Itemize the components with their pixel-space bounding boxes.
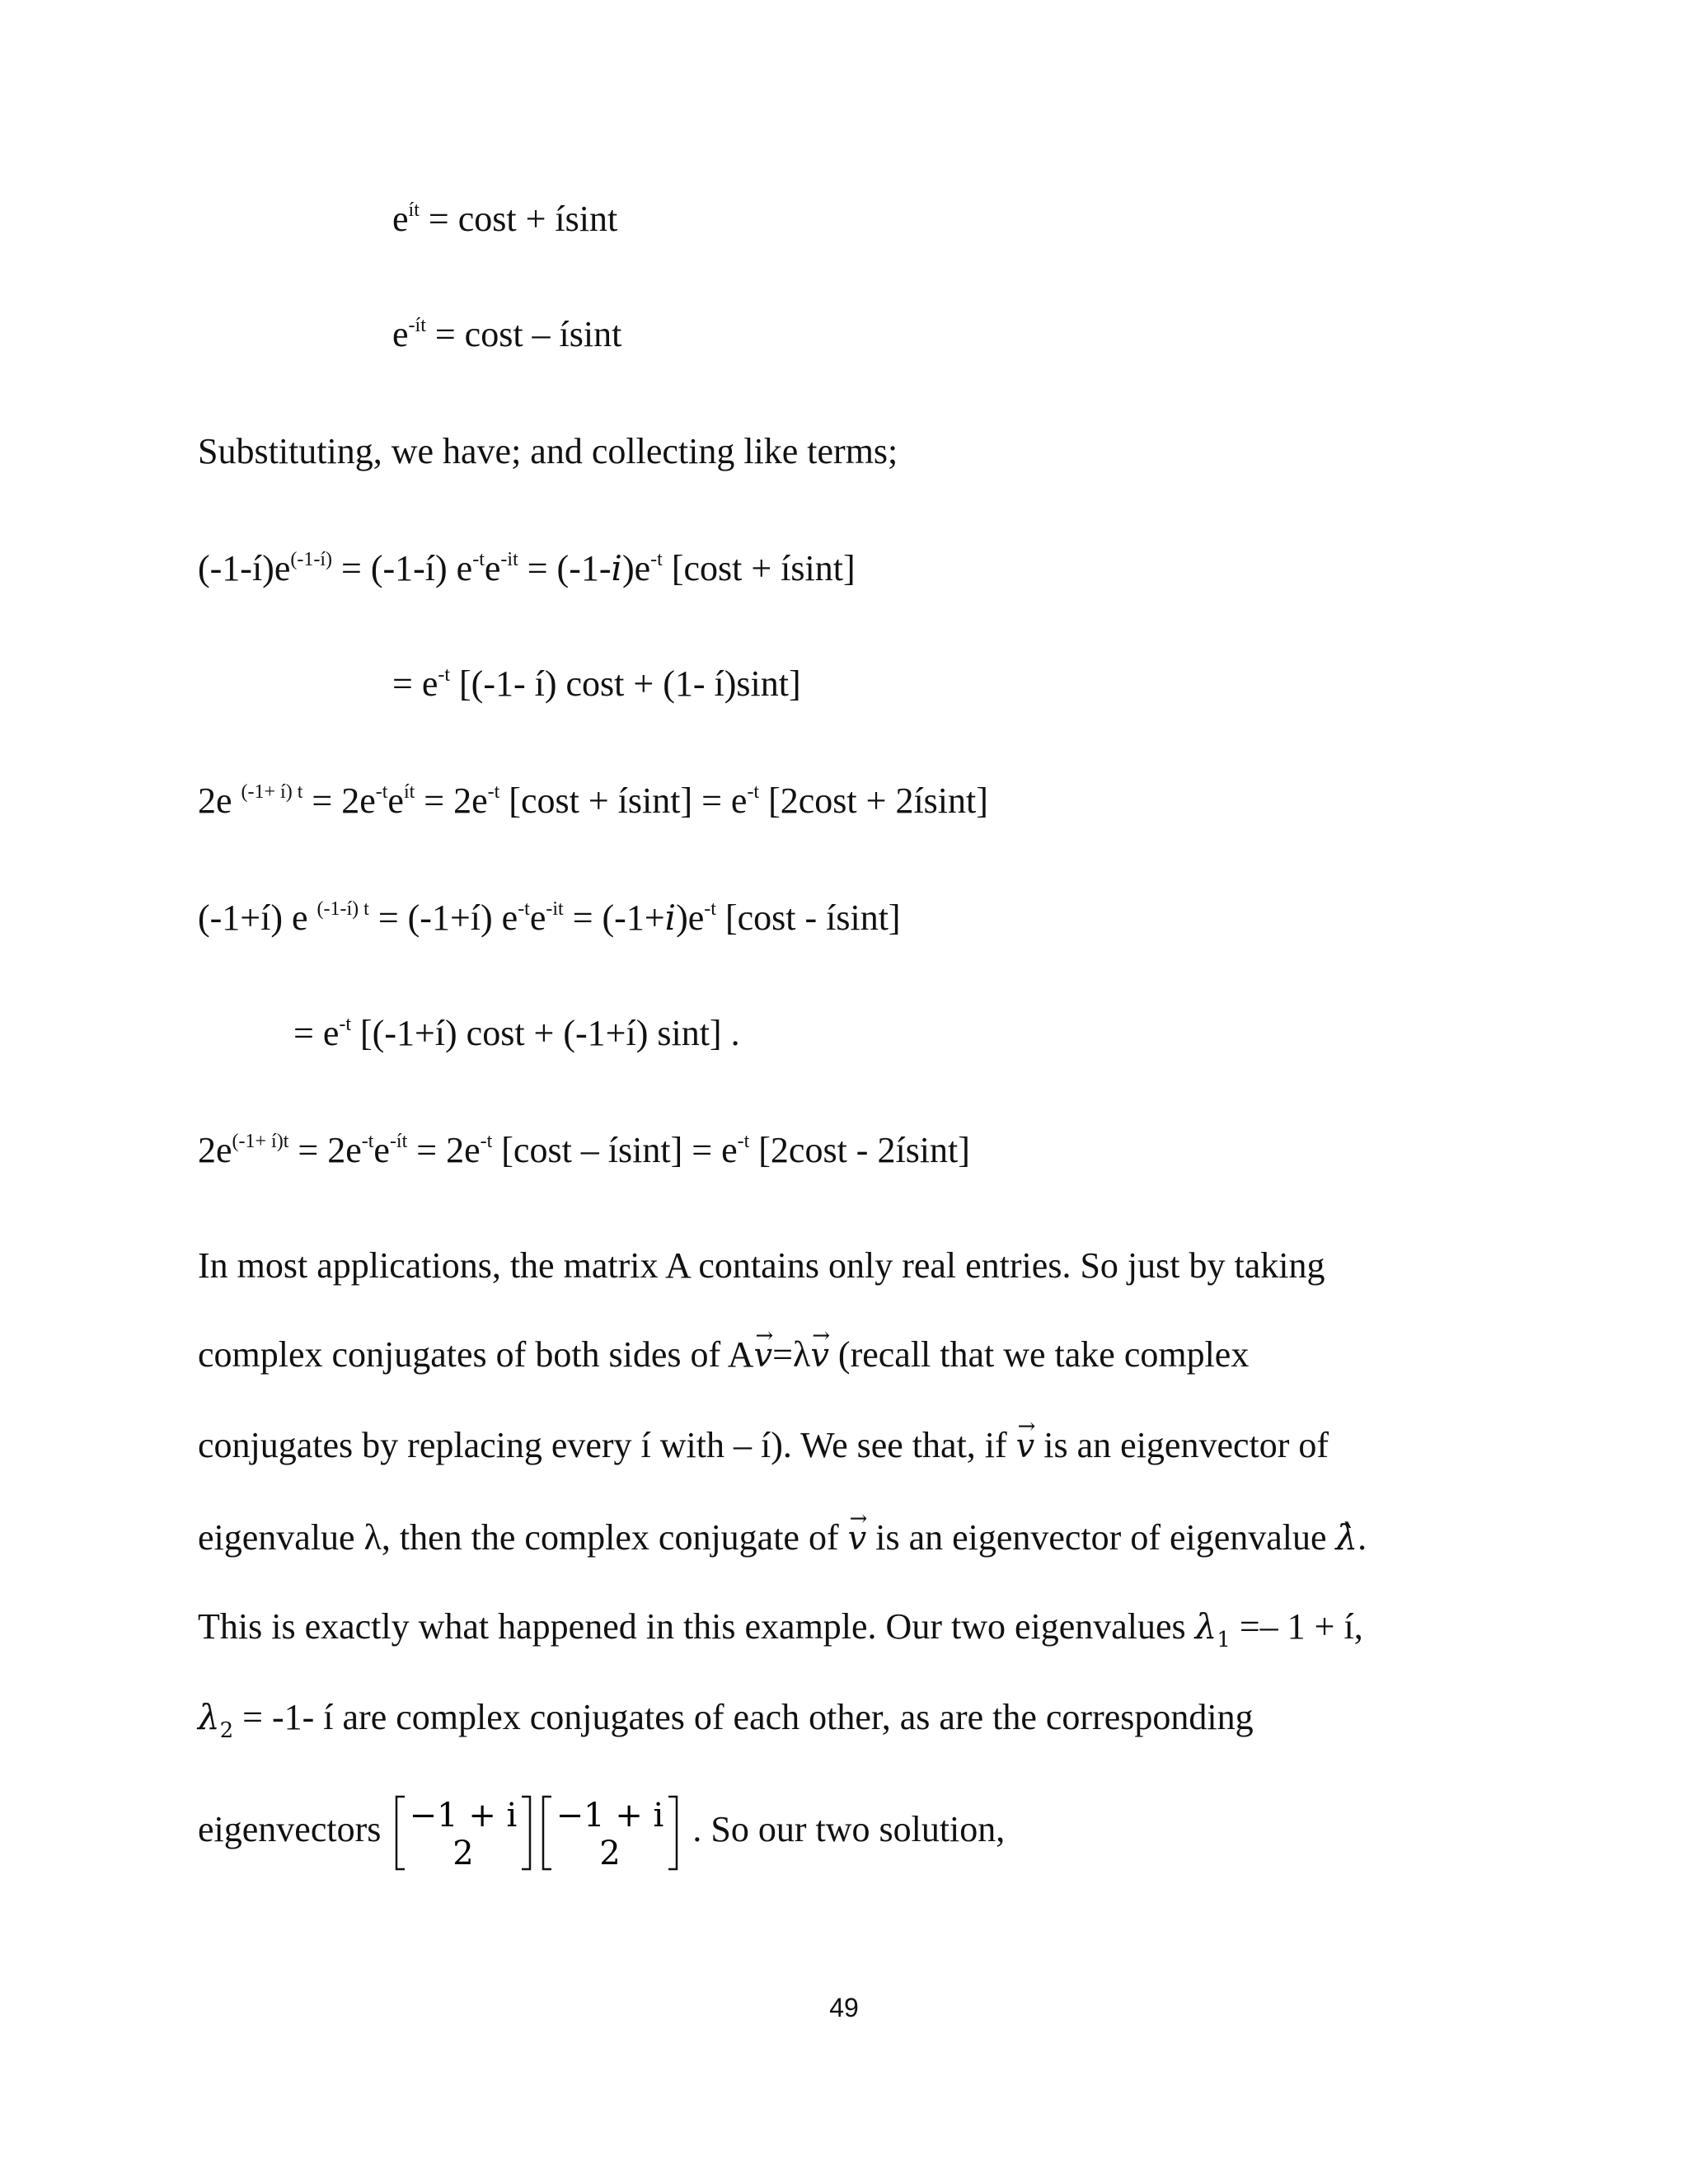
paragraph-line-4	[198, 1515, 1367, 1562]
eq-text: e	[387, 780, 404, 821]
eq-superscript: (-1-í)	[290, 549, 333, 570]
paragraph-line-3	[198, 1422, 1329, 1469]
para-text: eigenvalue λ, then the complex conjugate of	[198, 1517, 848, 1558]
eq-text: e	[373, 1130, 390, 1170]
eq-superscript: -t	[737, 1131, 750, 1152]
eigenvector-matrix-1	[393, 1792, 533, 1874]
lambda-symbol: λ	[198, 1697, 220, 1737]
para-text: is an eigenvector of	[1034, 1425, 1329, 1465]
vector-v: → v	[754, 1333, 773, 1379]
lambda-subscript: 2	[219, 1718, 234, 1743]
eq-text: = (-1+	[563, 898, 665, 938]
eq-superscript: -t	[487, 781, 500, 803]
eq-superscript: (-1+ í)t	[232, 1131, 289, 1152]
vector-v: → v	[848, 1516, 867, 1562]
matrix-top-entry: −1 + i	[409, 1796, 518, 1835]
para-text: =– 1 + í,	[1230, 1606, 1363, 1647]
eq-text: = 2e	[302, 780, 376, 821]
para-text: .	[1357, 1517, 1367, 1558]
eq-superscript: -ít	[408, 315, 426, 336]
equation-line-6	[198, 778, 988, 824]
eq-superscript: -it	[546, 898, 564, 920]
eq-text: = e	[392, 663, 438, 704]
paragraph-line-7	[198, 1788, 1005, 1871]
eq-text: = (-1+í) e	[368, 898, 518, 938]
eq-text: [(-1- í) cost + (1- í)sint]	[450, 663, 801, 704]
eigenvector-matrix-2	[540, 1792, 680, 1874]
eq-text: [(-1+í) cost + (-1+í) sint] .	[351, 1013, 740, 1053]
para-text: This is exactly what happened in this example. Our two eigenvalues	[198, 1606, 1195, 1647]
substitution-text: Substituting, we have; and collecting like terms;	[198, 431, 898, 471]
eq-text: = 2e	[288, 1130, 362, 1170]
matrix-bottom-entry: 2	[452, 1834, 475, 1872]
page-number: 49	[829, 1993, 859, 2022]
para-text: . So our two solution,	[683, 1809, 1006, 1849]
para-text: conjugates by replacing every í with – í). We see that, if	[198, 1425, 1016, 1465]
eq-superscript: (-1+ í) t	[241, 781, 303, 803]
eq-superscript: ít	[403, 781, 415, 803]
eq-superscript: (-1-í) t	[316, 898, 369, 920]
para-text: (recall that we take complex	[828, 1334, 1250, 1375]
eq-text: e	[392, 314, 409, 354]
eq-superscript: -it	[500, 549, 518, 570]
equation-line-7	[198, 895, 901, 941]
eq-text: (-1+í) e	[198, 898, 317, 938]
eq-superscript: -t	[650, 549, 663, 570]
eq-text: )e	[621, 548, 651, 588]
eq-superscript: -t	[480, 1131, 493, 1152]
eq-superscript: -t	[438, 664, 451, 686]
eq-text: = cost – ísint	[425, 314, 622, 354]
matrix-brackets	[393, 1792, 533, 1874]
equation-line-5	[392, 661, 801, 707]
paragraph-line-2	[198, 1332, 1249, 1379]
paragraph-line-1: In most applications, the matrix A contains only real entries. So just by taking	[198, 1245, 1325, 1286]
eq-superscript: -t	[472, 549, 485, 570]
eq-italic-i: i	[664, 898, 677, 938]
matrix-brackets	[540, 1792, 680, 1874]
eq-text: = cost + ísint	[419, 199, 618, 239]
eq-text: e	[529, 898, 546, 938]
eq-superscript: -t	[747, 781, 760, 803]
eq-text: = 2e	[407, 1130, 481, 1170]
para-text: =λ	[772, 1334, 811, 1375]
eq-text: = (-1-í) e	[332, 548, 473, 588]
eq-text: )e	[676, 898, 705, 938]
equation-line-8	[293, 1010, 740, 1057]
eq-superscript: -t	[518, 898, 530, 920]
para-text: complex conjugates of both sides of A	[198, 1334, 754, 1375]
eq-text: 2e	[198, 1130, 232, 1170]
paragraph-line-5	[198, 1604, 1363, 1663]
para-text: = -1- í are complex conjugates of each other, as are the corresponding	[233, 1697, 1254, 1737]
equation-line-9	[198, 1127, 970, 1174]
vector-v: → v	[1016, 1423, 1035, 1469]
equation-euler-positive	[392, 196, 617, 242]
eq-text: e	[392, 199, 409, 239]
matrix-bottom-entry: 2	[599, 1834, 621, 1872]
eq-superscript: -ít	[389, 1131, 408, 1152]
lambda-conjugate: λ̀	[1335, 1517, 1358, 1558]
eq-superscript: -t	[375, 781, 388, 803]
eq-superscript: ít	[408, 199, 420, 221]
lambda-subscript: 1	[1217, 1627, 1231, 1652]
eq-text: [2cost + 2ísint]	[759, 780, 988, 821]
eq-text: = e	[293, 1013, 340, 1053]
equation-line-4	[198, 546, 856, 592]
eq-italic-i: i	[611, 548, 622, 588]
matrix-top-entry: −1 + i	[556, 1796, 664, 1835]
eq-text: = (-1-	[518, 548, 612, 588]
eq-text: [cost + ísint] = e	[499, 780, 748, 821]
eq-superscript: -t	[361, 1131, 374, 1152]
eq-text: = 2e	[415, 780, 488, 821]
eq-text: [cost – ísint] = e	[492, 1130, 738, 1170]
eq-text: [cost + ísint]	[662, 548, 856, 588]
vector-v: → v	[810, 1333, 829, 1379]
eq-text: 2e	[198, 780, 241, 821]
eq-text: e	[484, 548, 501, 588]
equation-euler-negative	[392, 312, 621, 358]
eq-text: [2cost - 2ísint]	[749, 1130, 970, 1170]
eq-superscript: -t	[704, 898, 716, 920]
para-text: eigenvectors	[198, 1809, 391, 1849]
eq-text: (-1-í)e	[198, 548, 291, 588]
eq-superscript: -t	[339, 1014, 352, 1035]
para-text: is an eigenvector of eigenvalue	[866, 1517, 1336, 1558]
lambda-symbol: λ	[1194, 1606, 1217, 1647]
paragraph-line-6	[198, 1694, 1254, 1754]
eq-text: [cost - ísint]	[715, 898, 901, 938]
